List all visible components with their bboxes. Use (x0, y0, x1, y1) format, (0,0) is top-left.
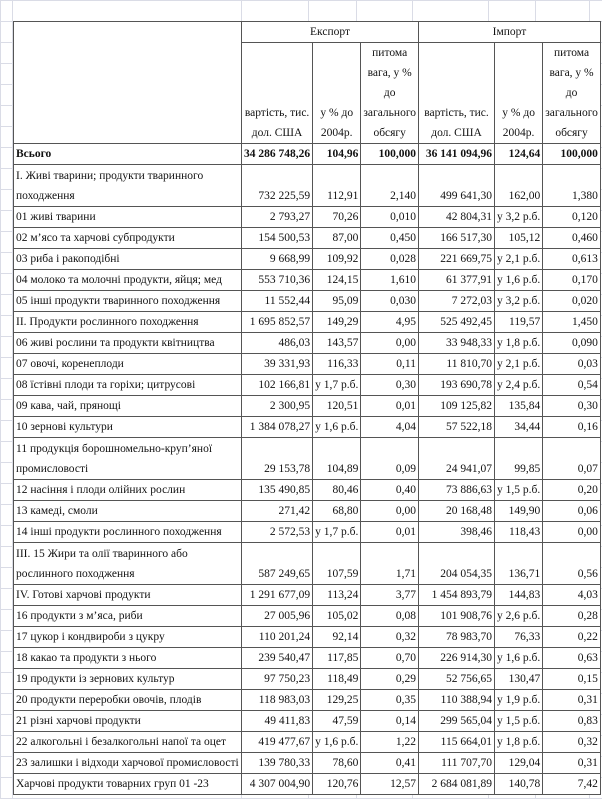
row-label[interactable]: 07 овочі, коренеплоди (14, 354, 242, 375)
export-value-cell[interactable]: 154 500,53 (242, 228, 313, 249)
import-pct-cell[interactable]: 135,84 (495, 396, 543, 417)
table-row (14, 291, 601, 312)
export-share-cell[interactable]: 0,70 (361, 648, 419, 669)
export-group-header[interactable]: Експорт (242, 22, 419, 43)
table-row (14, 207, 601, 228)
import-share-cell[interactable]: 0,090 (543, 333, 601, 354)
export-value-cell[interactable]: 11 552,44 (242, 291, 313, 312)
import-value-cell[interactable]: 525 492,45 (419, 312, 495, 333)
export-value-cell[interactable]: 271,42 (242, 501, 313, 522)
export-share-cell[interactable]: 12,57 (361, 774, 419, 795)
export-share-cell[interactable]: 1,22 (361, 732, 419, 753)
import-pct-cell[interactable]: 149,90 (495, 501, 543, 522)
import-value-cell[interactable]: 111 707,70 (419, 753, 495, 774)
export-pct-header[interactable]: у % до 2004р. (313, 43, 361, 144)
row-label[interactable]: 18 какао та продукти з нього (14, 648, 242, 669)
export-share-cell[interactable]: 0,010 (361, 207, 419, 228)
row-label[interactable]: 17 цукор і кондвироби з цукру (14, 627, 242, 648)
row-label[interactable]: 11 продукція борошномельно-круп’яної промисловості (14, 438, 242, 480)
import-value-cell[interactable]: 299 565,04 (419, 711, 495, 732)
import-share-cell[interactable]: 0,07 (543, 438, 601, 480)
export-share-header[interactable]: питома вага, у % до загального обсягу (361, 43, 419, 144)
export-share-cell[interactable]: 0,35 (361, 690, 419, 711)
row-label[interactable]: 14 інші продукти рослинного походження (14, 522, 242, 543)
export-value-cell[interactable]: 97 750,23 (242, 669, 313, 690)
export-share-cell[interactable]: 0,14 (361, 711, 419, 732)
export-value-cell[interactable]: 239 540,47 (242, 648, 313, 669)
export-value-cell[interactable]: 486,03 (242, 333, 313, 354)
import-pct-cell[interactable]: у 1,6 р.б. (495, 270, 543, 291)
import-value-cell[interactable]: 115 664,01 (419, 732, 495, 753)
export-share-cell[interactable]: 4,95 (361, 312, 419, 333)
import-share-cell[interactable]: 0,00 (543, 522, 601, 543)
import-pct-cell[interactable]: 105,12 (495, 228, 543, 249)
import-pct-cell[interactable]: у 3,2 р.б. (495, 291, 543, 312)
row-label[interactable]: 04 молоко та молочні продукти, яйця; мед (14, 270, 242, 291)
export-value-cell[interactable]: 102 166,81 (242, 375, 313, 396)
import-share-cell[interactable]: 0,16 (543, 417, 601, 438)
import-share-cell[interactable]: 0,32 (543, 732, 601, 753)
table-row (14, 501, 601, 522)
table-row (14, 480, 601, 501)
import-pct-cell[interactable]: у 1,6 р.б. (495, 648, 543, 669)
import-value-cell[interactable]: 109 125,82 (419, 396, 495, 417)
import-value-cell[interactable]: 193 690,78 (419, 375, 495, 396)
import-pct-cell[interactable]: 140,78 (495, 774, 543, 795)
table-row (14, 606, 601, 627)
row-label[interactable]: 06 живі рослини та продукти квітництва (14, 333, 242, 354)
import-value-cell[interactable]: 204 054,35 (419, 543, 495, 585)
total-export-value[interactable]: 34 286 748,26 (242, 144, 313, 165)
export-value-cell[interactable]: 1 695 852,57 (242, 312, 313, 333)
export-pct-cell[interactable]: 112,91 (313, 165, 361, 207)
import-value-cell[interactable]: 11 810,70 (419, 354, 495, 375)
import-pct-cell[interactable]: 130,47 (495, 669, 543, 690)
export-value-cell[interactable]: 27 005,96 (242, 606, 313, 627)
import-share-cell[interactable]: 0,15 (543, 669, 601, 690)
export-share-cell[interactable]: 0,11 (361, 354, 419, 375)
export-pct-cell[interactable]: 118,49 (313, 669, 361, 690)
export-value-cell[interactable]: 29 153,78 (242, 438, 313, 480)
import-pct-cell[interactable]: 129,04 (495, 753, 543, 774)
row-label[interactable]: II. Продукти рослинного походження (14, 312, 242, 333)
row-label[interactable]: 09 кава, чай, прянощі (14, 396, 242, 417)
table-row (14, 648, 601, 669)
import-value-cell[interactable]: 57 522,18 (419, 417, 495, 438)
import-share-cell[interactable]: 0,020 (543, 291, 601, 312)
export-pct-cell[interactable]: 149,29 (313, 312, 361, 333)
export-value-cell[interactable]: 587 249,65 (242, 543, 313, 585)
export-pct-cell[interactable]: у 1,6 р.б. (313, 417, 361, 438)
import-share-cell[interactable]: 7,42 (543, 774, 601, 795)
table-row (14, 522, 601, 543)
export-pct-cell[interactable]: 120,51 (313, 396, 361, 417)
export-share-cell[interactable]: 0,00 (361, 333, 419, 354)
import-share-cell[interactable]: 0,120 (543, 207, 601, 228)
import-share-cell[interactable]: 0,30 (543, 396, 601, 417)
export-share-cell[interactable]: 0,00 (361, 501, 419, 522)
import-pct-cell[interactable]: у 2,1 р.б. (495, 354, 543, 375)
row-label[interactable]: 03 риба і ракоподібні (14, 249, 242, 270)
export-share-cell[interactable]: 0,40 (361, 480, 419, 501)
table-row (14, 249, 601, 270)
import-share-cell[interactable]: 0,22 (543, 627, 601, 648)
import-share-cell[interactable]: 0,54 (543, 375, 601, 396)
table-row (14, 417, 601, 438)
table-row (14, 312, 601, 333)
table-row (14, 690, 601, 711)
import-value-cell[interactable]: 73 886,63 (419, 480, 495, 501)
import-share-cell[interactable]: 0,20 (543, 480, 601, 501)
export-share-cell[interactable]: 4,04 (361, 417, 419, 438)
table-row (14, 165, 601, 207)
import-pct-cell[interactable]: 99,85 (495, 438, 543, 480)
import-pct-cell[interactable]: 76,33 (495, 627, 543, 648)
import-share-cell[interactable]: 0,28 (543, 606, 601, 627)
header-corner-cell[interactable] (14, 22, 242, 144)
table-row (14, 333, 601, 354)
export-pct-cell[interactable]: 105,02 (313, 606, 361, 627)
import-share-cell[interactable]: 0,03 (543, 354, 601, 375)
import-share-cell[interactable]: 4,03 (543, 585, 601, 606)
import-share-cell[interactable]: 0,63 (543, 648, 601, 669)
import-value-cell[interactable]: 20 168,48 (419, 501, 495, 522)
import-pct-cell[interactable]: у 3,2 р.б. (495, 207, 543, 228)
export-share-cell[interactable]: 0,030 (361, 291, 419, 312)
export-share-cell[interactable]: 0,32 (361, 627, 419, 648)
import-value-cell[interactable]: 226 914,30 (419, 648, 495, 669)
import-pct-cell[interactable]: у 1,8 р.б. (495, 732, 543, 753)
import-pct-cell[interactable]: у 1,5 р.б. (495, 711, 543, 732)
import-share-cell[interactable]: 0,06 (543, 501, 601, 522)
export-pct-cell[interactable]: 117,85 (313, 648, 361, 669)
row-label[interactable]: 05 інші продукти тваринного походження (14, 291, 242, 312)
import-pct-cell[interactable]: у 2,1 р.б. (495, 249, 543, 270)
import-share-cell[interactable]: 0,613 (543, 249, 601, 270)
table-row (14, 585, 601, 606)
import-share-cell[interactable]: 0,31 (543, 753, 601, 774)
row-label[interactable]: 16 продукти з м’яса, риби (14, 606, 242, 627)
row-label[interactable]: III. 15 Жири та олії тваринного або рослинного походження (14, 543, 242, 585)
import-value-cell[interactable]: 52 756,65 (419, 669, 495, 690)
import-value-cell[interactable]: 2 684 081,89 (419, 774, 495, 795)
table-row (14, 627, 601, 648)
table-row (14, 774, 601, 795)
export-share-cell[interactable]: 0,30 (361, 375, 419, 396)
import-share-cell[interactable]: 1,450 (543, 312, 601, 333)
total-import-share[interactable]: 100,000 (543, 144, 601, 165)
import-value-cell[interactable]: 166 517,30 (419, 228, 495, 249)
row-label[interactable]: 10 зернові культури (14, 417, 242, 438)
import-share-cell[interactable]: 0,31 (543, 690, 601, 711)
import-value-cell[interactable]: 7 272,03 (419, 291, 495, 312)
row-label[interactable]: Харчові продукти товарних груп 01 -23 (14, 774, 242, 795)
export-share-cell[interactable]: 1,610 (361, 270, 419, 291)
export-value-cell[interactable]: 1 384 078,27 (242, 417, 313, 438)
export-value-cell[interactable]: 9 668,99 (242, 249, 313, 270)
row-label[interactable]: 20 продукти переробки овочів, плодів (14, 690, 242, 711)
import-pct-cell[interactable]: у 1,5 р.б. (495, 480, 543, 501)
import-pct-cell[interactable]: у 1,9 р.б. (495, 690, 543, 711)
export-share-cell[interactable]: 0,09 (361, 438, 419, 480)
import-pct-cell[interactable]: у 2,6 р.б. (495, 606, 543, 627)
export-share-cell[interactable]: 0,028 (361, 249, 419, 270)
export-value-cell[interactable]: 1 291 677,09 (242, 585, 313, 606)
import-pct-cell[interactable]: 34,44 (495, 417, 543, 438)
import-value-cell[interactable]: 78 983,70 (419, 627, 495, 648)
export-value-cell[interactable]: 39 331,93 (242, 354, 313, 375)
import-pct-cell[interactable]: 136,71 (495, 543, 543, 585)
export-pct-cell[interactable]: 70,26 (313, 207, 361, 228)
table-row (14, 228, 601, 249)
export-value-cell[interactable]: 553 710,36 (242, 270, 313, 291)
import-pct-cell[interactable]: 144,83 (495, 585, 543, 606)
export-pct-cell[interactable]: 104,89 (313, 438, 361, 480)
export-pct-cell[interactable]: 87,00 (313, 228, 361, 249)
export-value-cell[interactable]: 2 793,27 (242, 207, 313, 228)
total-export-share[interactable]: 100,000 (361, 144, 419, 165)
export-share-cell[interactable]: 0,29 (361, 669, 419, 690)
import-pct-header[interactable]: у % до 2004р. (495, 43, 543, 144)
total-label[interactable]: Всього (14, 144, 242, 165)
import-pct-cell[interactable]: 119,57 (495, 312, 543, 333)
export-value-cell[interactable]: 4 307 004,90 (242, 774, 313, 795)
table-row (14, 354, 601, 375)
import-value-cell[interactable]: 33 948,33 (419, 333, 495, 354)
row-label[interactable]: 22 алкогольні і безалкогольні напої та оцет (14, 732, 242, 753)
export-pct-cell[interactable]: 124,15 (313, 270, 361, 291)
export-pct-cell[interactable]: 107,59 (313, 543, 361, 585)
import-share-cell[interactable]: 0,460 (543, 228, 601, 249)
header-row-groups (14, 22, 601, 43)
import-share-cell[interactable]: 1,380 (543, 165, 601, 207)
row-label[interactable]: 23 залишки і відходи харчової промисловості (14, 753, 242, 774)
export-pct-cell[interactable]: 78,60 (313, 753, 361, 774)
export-pct-cell[interactable]: 116,33 (313, 354, 361, 375)
row-label[interactable]: IV. Готові харчові продукти (14, 585, 242, 606)
export-value-cell[interactable]: 139 780,33 (242, 753, 313, 774)
total-row (14, 144, 601, 165)
export-pct-cell[interactable]: у 1,6 р.б. (313, 732, 361, 753)
import-value-cell[interactable]: 221 669,75 (419, 249, 495, 270)
export-pct-cell[interactable]: 109,92 (313, 249, 361, 270)
export-value-cell[interactable]: 110 201,24 (242, 627, 313, 648)
import-value-cell[interactable]: 101 908,76 (419, 606, 495, 627)
total-import-pct[interactable]: 124,64 (495, 144, 543, 165)
export-value-cell[interactable]: 118 983,03 (242, 690, 313, 711)
export-share-cell[interactable]: 0,450 (361, 228, 419, 249)
table-row (14, 270, 601, 291)
export-pct-cell[interactable]: 80,46 (313, 480, 361, 501)
export-value-cell[interactable]: 49 411,83 (242, 711, 313, 732)
table-row (14, 669, 601, 690)
import-pct-cell[interactable]: 118,43 (495, 522, 543, 543)
import-value-cell[interactable]: 110 388,94 (419, 690, 495, 711)
table-row (14, 375, 601, 396)
total-import-value[interactable]: 36 141 094,96 (419, 144, 495, 165)
import-value-header[interactable]: вартість, тис. дол. США (419, 43, 495, 144)
export-pct-cell[interactable]: 129,25 (313, 690, 361, 711)
table-row (14, 711, 601, 732)
import-value-cell[interactable]: 24 941,07 (419, 438, 495, 480)
row-label[interactable]: 01 живі тварини (14, 207, 242, 228)
table-row (14, 543, 601, 585)
import-value-cell[interactable]: 42 804,31 (419, 207, 495, 228)
export-share-cell[interactable]: 0,08 (361, 606, 419, 627)
row-label[interactable]: 21 різні харчові продукти (14, 711, 242, 732)
total-export-pct[interactable]: 104,96 (313, 144, 361, 165)
export-pct-cell[interactable]: у 1,7 р.б. (313, 522, 361, 543)
table-row (14, 732, 601, 753)
row-label[interactable]: 12 насіння і плоди олійних рослин (14, 480, 242, 501)
export-value-cell[interactable]: 2 300,95 (242, 396, 313, 417)
import-share-header[interactable]: питома вага, у % до загального обсягу (543, 43, 601, 144)
export-value-cell[interactable]: 732 225,59 (242, 165, 313, 207)
import-pct-cell[interactable]: у 2,4 р.б. (495, 375, 543, 396)
import-pct-cell[interactable]: у 1,8 р.б. (495, 333, 543, 354)
row-label[interactable]: I. Живі тварини; продукти тваринного походження (14, 165, 242, 207)
export-value-cell[interactable]: 419 477,67 (242, 732, 313, 753)
export-share-cell[interactable]: 0,01 (361, 396, 419, 417)
export-share-cell[interactable]: 0,41 (361, 753, 419, 774)
export-pct-cell[interactable]: 68,80 (313, 501, 361, 522)
import-share-cell[interactable]: 0,83 (543, 711, 601, 732)
export-pct-cell[interactable]: 47,59 (313, 711, 361, 732)
export-value-cell[interactable]: 2 572,53 (242, 522, 313, 543)
row-label[interactable]: 02 м’ясо та харчові субпродукти (14, 228, 242, 249)
export-pct-cell[interactable]: 92,14 (313, 627, 361, 648)
export-value-cell[interactable]: 135 490,85 (242, 480, 313, 501)
export-pct-cell[interactable]: 120,76 (313, 774, 361, 795)
export-pct-cell[interactable]: 95,09 (313, 291, 361, 312)
export-share-cell[interactable]: 2,140 (361, 165, 419, 207)
trade-table (13, 21, 601, 795)
table-row (14, 396, 601, 417)
import-value-cell[interactable]: 61 377,91 (419, 270, 495, 291)
import-value-cell[interactable]: 398,46 (419, 522, 495, 543)
row-label[interactable]: 13 камеді, смоли (14, 501, 242, 522)
export-share-cell[interactable]: 3,77 (361, 585, 419, 606)
import-share-cell[interactable]: 0,56 (543, 543, 601, 585)
export-value-header[interactable]: вартість, тис. дол. США (242, 43, 313, 144)
export-share-cell[interactable]: 0,01 (361, 522, 419, 543)
export-pct-cell[interactable]: 113,24 (313, 585, 361, 606)
import-value-cell[interactable]: 1 454 893,79 (419, 585, 495, 606)
row-label[interactable]: 19 продукти із зернових культур (14, 669, 242, 690)
import-pct-cell[interactable]: 162,00 (495, 165, 543, 207)
import-group-header[interactable]: Імпорт (419, 22, 601, 43)
table-row (14, 753, 601, 774)
import-share-cell[interactable]: 0,170 (543, 270, 601, 291)
row-label[interactable]: 08 їстівні плоди та горіхи; цитрусові (14, 375, 242, 396)
table-row (14, 438, 601, 480)
export-pct-cell[interactable]: 143,57 (313, 333, 361, 354)
export-share-cell[interactable]: 1,71 (361, 543, 419, 585)
export-pct-cell[interactable]: у 1,7 р.б. (313, 375, 361, 396)
import-value-cell[interactable]: 499 641,30 (419, 165, 495, 207)
